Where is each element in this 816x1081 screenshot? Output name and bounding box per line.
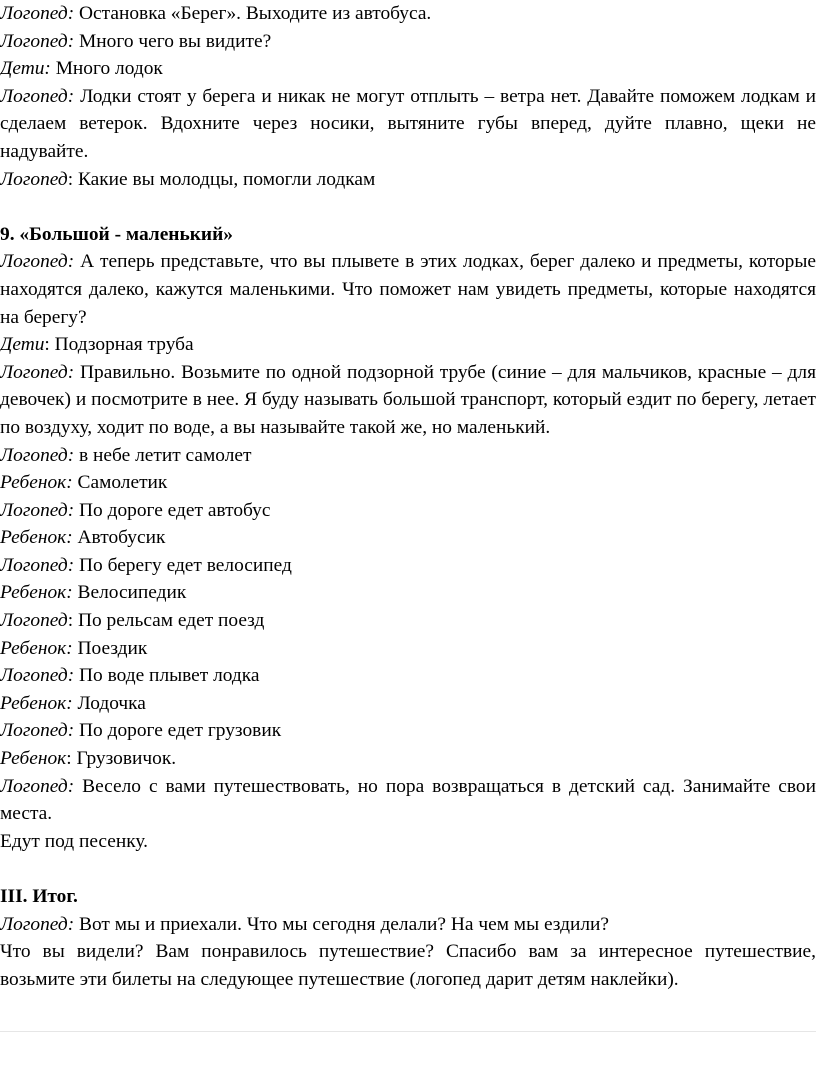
dialogue-text: Лодочка [72, 692, 146, 714]
dialogue-text: По воде плывет лодка [74, 665, 260, 687]
dialogue-paragraph [0, 248, 816, 331]
section-heading-3: III. Итог. [0, 886, 78, 907]
dialogue-line [0, 469, 816, 497]
narration-line [0, 828, 816, 856]
speaker-label: Логопед: [0, 913, 75, 935]
speaker-label: Логопед [0, 610, 68, 632]
dialogue-text: Лодки стоят у берега и никак не могут отплыть – ветра нет. Давайте поможем лодкам и сделаем ветерок. Вдохните через носики, вытяните губы вперед, дуйте плавно, щеки не надувайте. [0, 85, 816, 162]
dialogue-line [0, 166, 816, 194]
dialogue-text: По берегу едет велосипед [74, 554, 292, 576]
dialogue-line [0, 635, 816, 663]
dialogue-text: А теперь представьте, что вы плывете в этих лодках, берег далеко и предметы, которые находятся далеко, кажутся маленькими. Что поможет нам увидеть предметы, которые находятся на берегу? [0, 251, 816, 328]
dialogue-line [0, 331, 816, 359]
dialogue-text: Весело с вами путешествовать, но пора возвращаться в детский сад. Занимайте свои места. [0, 775, 816, 825]
dialogue-block-3 [0, 911, 816, 994]
dialogue-line [0, 579, 816, 607]
speaker-label: Ребенок [0, 748, 67, 770]
dialogue-text: : Подзорная труба [44, 334, 194, 356]
speaker-label: Логопед: [0, 554, 75, 576]
speaker-label: Ребенок: [0, 692, 73, 714]
dialogue-text: По дороге едет автобус [74, 499, 271, 521]
dialogue-block-2 [0, 248, 816, 855]
dialogue-line [0, 552, 816, 580]
narration-text: Что вы видели? Вам понравилось путешествие? Спасибо вам за интересное путешествие, возьмите эти билеты на следующее путешествие (логопед дарит детям наклейки). [0, 941, 816, 990]
speaker-label: Логопед: [0, 361, 75, 383]
dialogue-text: Поездик [72, 637, 148, 659]
dialogue-block-1 [0, 0, 816, 193]
paragraph-spacer [0, 855, 816, 883]
dialogue-line [0, 662, 816, 690]
dialogue-text: : По рельсам едет поезд [67, 610, 265, 632]
dialogue-paragraph [0, 83, 816, 166]
speaker-label: Логопед: [0, 444, 75, 466]
dialogue-text: Автобусик [72, 527, 166, 549]
speaker-label: Дети [0, 334, 45, 356]
speaker-label: Ребенок: [0, 582, 73, 604]
dialogue-text: Правильно. Возьмите по одной подзорной трубе (синие – для мальчиков, красные – для девочек) и посмотрите в нее. Я буду называть большой транспорт, который ездит по берегу, летает по воздуху, ходит по воде, а вы называйте такой же, но маленький. [0, 361, 816, 438]
dialogue-text: : Грузовичок. [66, 748, 177, 770]
dialogue-paragraph [0, 359, 816, 442]
dialogue-text: Много лодок [50, 58, 163, 80]
speaker-label: Ребенок: [0, 527, 73, 549]
speaker-label: Логопед: [0, 3, 75, 24]
dialogue-line [0, 442, 816, 470]
speaker-label: Дети: [0, 58, 51, 80]
speaker-label: Логопед: [0, 720, 75, 742]
dialogue-text: По дороге едет грузовик [74, 720, 282, 742]
section-heading-9: 9. «Большой - маленький» [0, 223, 233, 245]
narration-text: Едут под песенку. [0, 830, 148, 852]
dialogue-line [0, 0, 816, 28]
dialogue-line [0, 607, 816, 635]
dialogue-line [0, 690, 816, 718]
dialogue-line [0, 911, 816, 939]
narration-paragraph [0, 938, 816, 993]
dialogue-text: Остановка «Берег». Выходите из автобуса. [74, 3, 432, 24]
dialogue-paragraph [0, 773, 816, 828]
dialogue-text: Самолетик [72, 472, 168, 494]
speaker-label: Логопед: [0, 665, 75, 687]
dialogue-line [0, 745, 816, 773]
dialogue-text: Много чего вы видите? [74, 30, 272, 52]
dialogue-line [0, 55, 816, 83]
speaker-label: Логопед [0, 168, 68, 190]
dialogue-text: в небе летит самолет [74, 444, 252, 466]
dialogue-line [0, 717, 816, 745]
dialogue-line [0, 524, 816, 552]
dialogue-text: Вот мы и приехали. Что мы сегодня делали? На чем мы ездили? [74, 913, 610, 935]
dialogue-text: : Какие вы молодцы, помогли лодкам [67, 168, 376, 190]
speaker-label: Логопед: [0, 499, 75, 521]
speaker-label: Логопед: [0, 30, 75, 52]
paragraph-spacer [0, 193, 816, 221]
dialogue-line [0, 28, 816, 56]
page-divider [0, 1031, 816, 1032]
dialogue-text: Велосипедик [72, 582, 187, 604]
speaker-label: Логопед: [0, 775, 75, 797]
speaker-label: Логопед: [0, 85, 75, 107]
dialogue-line [0, 497, 816, 525]
speaker-label: Логопед: [0, 251, 75, 273]
speaker-label: Ребенок: [0, 637, 73, 659]
speaker-label: Ребенок: [0, 472, 73, 494]
